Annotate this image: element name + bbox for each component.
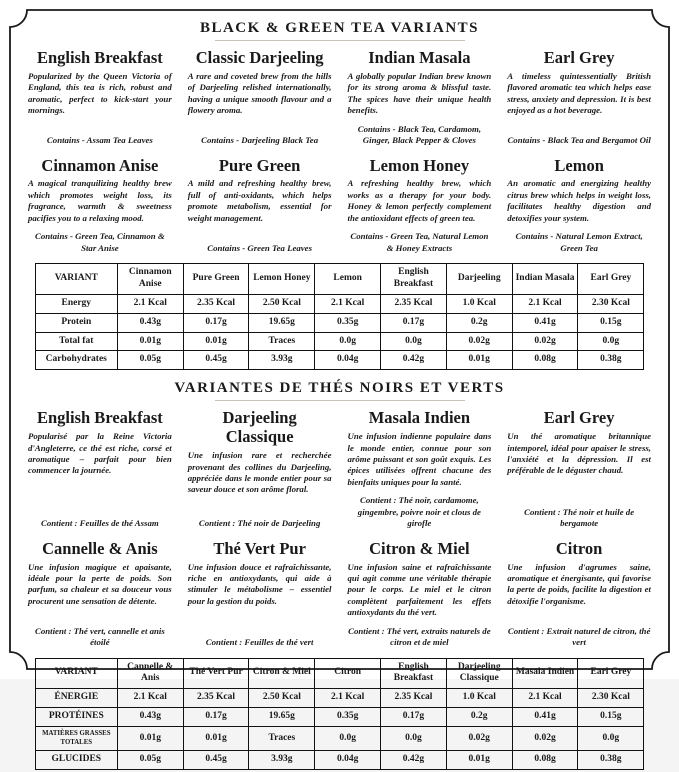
tea-card bbox=[28, 538, 172, 649]
tea-description: Un thé aromatique britannique intemporel, idéal pour apaiser le stress, l'anxiété et la dépression. Il est préférable de le déguster chaud. bbox=[507, 431, 651, 476]
table-row bbox=[35, 332, 644, 351]
nutrition-value: 0.01g bbox=[117, 332, 183, 351]
tea-card bbox=[28, 155, 172, 255]
tea-card bbox=[188, 407, 332, 529]
tea-name: Earl Grey bbox=[543, 408, 615, 428]
table-header-cell: Earl Grey bbox=[578, 658, 644, 689]
row-label: ÉNERGIE bbox=[35, 689, 117, 708]
nutrition-value: 0.02g bbox=[512, 727, 578, 751]
row-label: GLUCIDES bbox=[35, 750, 117, 769]
tea-name: English Breakfast bbox=[36, 408, 163, 428]
table-header-cell: Masala Indien bbox=[512, 658, 578, 689]
nutrition-value: 0.45g bbox=[183, 351, 249, 370]
row-label: Energy bbox=[35, 294, 117, 313]
nutrition-value: 0.0g bbox=[381, 727, 447, 751]
nutrition-value: 2.1 Kcal bbox=[512, 689, 578, 708]
nutrition-value: 0.02g bbox=[446, 332, 512, 351]
section-title: BLACK & GREEN TEA VARIANTS bbox=[199, 20, 480, 36]
tea-description: Une infusion douce et rafraîchissante, riche en antioxydants, qui aide à stimuler le métabolisme – essentiel pour la gestion du poids. bbox=[187, 561, 332, 606]
tea-description: Popularisé par la Reine Victoria d'Angleterre, ce thé est riche, corsé et aromatique – parfait pour bien commencer la journée. bbox=[28, 431, 172, 476]
nutrition-value: 0.01g bbox=[117, 727, 183, 751]
tea-name: Thé Vert Pur bbox=[213, 538, 306, 558]
nutrition-value: Traces bbox=[249, 727, 315, 751]
tea-contains: Contient : Thé noir et huile de bergamote bbox=[524, 506, 635, 529]
nutrition-value: 0.0g bbox=[381, 332, 447, 351]
table-header-cell: Earl Grey bbox=[578, 264, 644, 295]
nutrition-value: 0.17g bbox=[381, 708, 447, 727]
table-header-cell: English Breakfast bbox=[381, 658, 447, 689]
nutrition-value: 0.43g bbox=[117, 313, 183, 332]
nutrition-value: 0.08g bbox=[512, 750, 578, 769]
row-label: MATIÈRES GRASSES TOTALES bbox=[35, 727, 117, 751]
tea-name: Classic Darjeeling bbox=[195, 48, 324, 67]
nutrition-value: 0.42g bbox=[381, 750, 447, 769]
tea-description: A magical tranquilizing healthy brew which promotes weight loss, its fragrance, warmth & sweetness pacifies you to a relaxing mood. bbox=[28, 178, 172, 223]
nutrition-value: 0.2g bbox=[446, 313, 512, 332]
tea-card bbox=[188, 47, 332, 147]
table-row bbox=[35, 689, 644, 708]
nutrition-value: 2.50 Kcal bbox=[249, 689, 315, 708]
nutrition-value: 0.17g bbox=[183, 708, 249, 727]
tea-description: Une infusion indienne populaire dans le monde entier, connue pour son arôme puissant et son goût exquis. Les épices utilisées offrent chacune des bienfaits uniques pour la santé. bbox=[347, 431, 492, 487]
row-label: PROTÉINES bbox=[35, 708, 117, 727]
nutrition-value: 0.05g bbox=[117, 750, 183, 769]
tea-contains: Contains - Natural Lemon Extract, Green Tea bbox=[515, 231, 643, 253]
tea-contains: Contient : Extrait naturel de citron, thé vert bbox=[507, 625, 651, 648]
nutrition-value: 2.1 Kcal bbox=[315, 294, 381, 313]
nutrition-value: 2.50 Kcal bbox=[249, 294, 315, 313]
tea-description: Popularized by the Queen Victoria of England, this tea is rich, robust and aromatic, perfect to kick-start your mornings. bbox=[28, 70, 172, 116]
table-row bbox=[35, 351, 644, 370]
nutrition-value: 0.0g bbox=[578, 332, 644, 351]
nutrition-value: 2.35 Kcal bbox=[381, 689, 447, 708]
nutrition-value: 2.30 Kcal bbox=[578, 689, 644, 708]
table-header-cell: Lemon bbox=[315, 264, 381, 295]
table-header-cell: Cannelle & Anis bbox=[117, 658, 183, 689]
english-section bbox=[22, 14, 657, 372]
title-underline bbox=[215, 40, 465, 41]
row-label: Total fat bbox=[35, 332, 117, 351]
tea-card bbox=[188, 538, 332, 649]
table-header-cell: Cinnamon Anise bbox=[117, 264, 183, 295]
tea-contains: Contient : Thé vert, cannelle et anis étoilé bbox=[35, 625, 165, 648]
nutrition-value: 0.01g bbox=[446, 750, 512, 769]
tea-name: Masala Indien bbox=[368, 408, 471, 428]
nutrition-table bbox=[35, 263, 645, 370]
nutrition-value: 0.38g bbox=[578, 351, 644, 370]
tea-contains: Contains - Assam Tea Leaves bbox=[46, 135, 153, 146]
tea-card-grid bbox=[22, 43, 657, 256]
tea-description: Une infusion d'agrumes saine, aromatique et énergisante, qui favorise la perte de poids, facilite la digestion et détoxifie l'organisme. bbox=[507, 561, 651, 606]
table-row bbox=[35, 727, 644, 751]
table-row bbox=[35, 750, 644, 769]
table-header-row bbox=[35, 658, 644, 689]
table-header-cell: Darjeeling Classique bbox=[446, 658, 512, 689]
nutrition-value: 0.05g bbox=[117, 351, 183, 370]
tea-contains: Contient : Thé noir, cardamome, gingembre, poivre noir et clous de girofle bbox=[357, 495, 481, 529]
tea-card bbox=[28, 47, 172, 147]
table-header-cell: Indian Masala bbox=[512, 264, 578, 295]
table-header-cell: Thé Vert Pur bbox=[183, 658, 249, 689]
tea-card bbox=[507, 407, 651, 529]
tea-contains: Contient : Feuilles de thé Assam bbox=[41, 518, 159, 529]
table-header-cell: VARIANT bbox=[35, 658, 117, 689]
nutrition-value: 0.08g bbox=[512, 351, 578, 370]
nutrition-value: 0.41g bbox=[512, 313, 578, 332]
tea-name: Citron bbox=[555, 538, 603, 558]
tea-card bbox=[188, 155, 332, 255]
nutrition-value: 1.0 Kcal bbox=[446, 689, 512, 708]
tea-contains: Contains - Black Tea, Cardamom, Ginger, Black Pepper & Cloves bbox=[357, 123, 482, 146]
nutrition-value: 0.01g bbox=[183, 332, 249, 351]
nutrition-value: 3.93g bbox=[249, 750, 315, 769]
nutrition-table bbox=[35, 658, 645, 770]
tea-card bbox=[507, 155, 651, 255]
tea-card bbox=[507, 47, 651, 147]
french-section bbox=[22, 374, 657, 772]
tea-description: A timeless quintessentially British flavored aromatic tea which helps ease stress, anxiety and depression. It is best enjoyed as a hot beverage. bbox=[507, 70, 651, 116]
tea-contains: Contains - Green Tea Leaves bbox=[207, 242, 312, 253]
table-row bbox=[35, 313, 644, 332]
tea-description: Une infusion rare et recherchée provenant des collines du Darjeeling, appréciée dans le monde entier pour sa saveur douce et son arôme floral. bbox=[187, 450, 332, 495]
tea-contains: Contains - Green Tea, Cinnamon & Star Anise bbox=[35, 231, 165, 253]
nutrition-value: 2.1 Kcal bbox=[512, 294, 578, 313]
table-header-cell: Pure Green bbox=[183, 264, 249, 295]
nutrition-value: 1.0 Kcal bbox=[446, 294, 512, 313]
table-row bbox=[35, 294, 644, 313]
nutrition-value: 0.35g bbox=[315, 313, 381, 332]
tea-contains: Contains - Black Tea and Bergamot Oil bbox=[507, 135, 651, 146]
nutrition-value: 0.15g bbox=[578, 708, 644, 727]
section-title: VARIANTES DE THÉS NOIRS ET VERTS bbox=[174, 380, 505, 397]
nutrition-value: 2.30 Kcal bbox=[578, 294, 644, 313]
tea-name: Lemon bbox=[554, 155, 604, 175]
tea-description: An aromatic and energizing healthy citrus brew which helps in weight loss, facilitates healthy digestion and detoxifies your system. bbox=[507, 178, 651, 223]
nutrition-value: 0.17g bbox=[183, 313, 249, 332]
row-label: Carbohydrates bbox=[35, 351, 117, 370]
nutrition-value: 0.42g bbox=[381, 351, 447, 370]
table-header-cell: Citron & Miel bbox=[249, 658, 315, 689]
table-header-row bbox=[35, 264, 644, 295]
table-header-cell: VARIANT bbox=[35, 264, 117, 295]
nutrition-value: 2.35 Kcal bbox=[183, 689, 249, 708]
nutrition-value: 2.35 Kcal bbox=[183, 294, 249, 313]
tea-description: A mild and refreshing healthy brew, full of anti-oxidants, which helps promote metabolism, essential for weight management. bbox=[187, 178, 332, 223]
tea-name: English Breakfast bbox=[36, 48, 163, 67]
tea-name: Pure Green bbox=[218, 155, 301, 175]
tea-description: Une infusion saine et rafraîchissante qui agit comme une véritable thérapie pour le corps. Le miel et le citron complètent parfaitement les effets antioxydants du thé vert. bbox=[347, 561, 492, 618]
nutrition-value: 0.02g bbox=[512, 332, 578, 351]
nutrition-value: 0.17g bbox=[381, 313, 447, 332]
tea-card-grid bbox=[22, 403, 657, 650]
table-row bbox=[35, 708, 644, 727]
nutrition-value: 0.43g bbox=[117, 708, 183, 727]
sheet-content bbox=[22, 14, 657, 764]
tea-description: A rare and coveted brew from the hills of Darjeeling relished internationally, having a unique smooth flavour and a flowery aroma. bbox=[187, 70, 332, 116]
nutrition-value: 0.01g bbox=[183, 727, 249, 751]
tea-name: Cannelle & Anis bbox=[42, 538, 158, 558]
nutrition-value: 0.02g bbox=[446, 727, 512, 751]
nutrition-value: 0.45g bbox=[183, 750, 249, 769]
nutrition-value: 0.2g bbox=[446, 708, 512, 727]
nutrition-value: Traces bbox=[249, 332, 315, 351]
tea-name: Citron & Miel bbox=[369, 538, 470, 558]
tea-contains: Contient : Thé noir de Darjeeling bbox=[198, 518, 321, 529]
tea-name: Cinnamon Anise bbox=[41, 155, 159, 175]
nutrition-value: 0.0g bbox=[315, 332, 381, 351]
nutrition-value: 0.41g bbox=[512, 708, 578, 727]
table-header-cell: Citron bbox=[315, 658, 381, 689]
tea-card bbox=[348, 47, 492, 147]
tea-description: Une infusion magique et apaisante, idéale pour la perte de poids. Son parfum, sa chaleur et sa douceur vous procurent une sensation de détente. bbox=[28, 561, 172, 606]
nutrition-value: 0.04g bbox=[315, 351, 381, 370]
nutrition-value: 0.38g bbox=[578, 750, 644, 769]
tea-contains: Contient : Thé vert, extraits naturels de citron et de miel bbox=[348, 625, 491, 648]
nutrition-value: 3.93g bbox=[249, 351, 315, 370]
table-header-cell: Darjeeling bbox=[446, 264, 512, 295]
tea-description: A refreshing healthy brew, which works as a therapy for your body. Honey & lemon perfectly complement the antioxidant effects of green tea. bbox=[347, 178, 492, 223]
nutrition-value: 0.15g bbox=[578, 313, 644, 332]
tea-card bbox=[28, 407, 172, 529]
table-header-cell: Lemon Honey bbox=[249, 264, 315, 295]
tea-card bbox=[507, 538, 651, 649]
nutrition-value: 2.35 Kcal bbox=[381, 294, 447, 313]
table-header-cell: English Breakfast bbox=[381, 264, 447, 295]
tea-card bbox=[348, 538, 492, 649]
tea-contains: Contains - Green Tea, Natural Lemon & Honey Extracts bbox=[350, 231, 489, 253]
nutrition-value: 2.1 Kcal bbox=[315, 689, 381, 708]
tea-card bbox=[348, 155, 492, 255]
nutrition-value: 19.65g bbox=[249, 708, 315, 727]
row-label: Protein bbox=[35, 313, 117, 332]
tea-name: Earl Grey bbox=[543, 48, 615, 67]
tea-contains: Contains - Darjeeling Black Tea bbox=[201, 135, 319, 146]
nutrition-value: 2.1 Kcal bbox=[117, 294, 183, 313]
nutrition-value: 19.65g bbox=[249, 313, 315, 332]
nutrition-value: 2.1 Kcal bbox=[117, 689, 183, 708]
nutrition-value: 0.0g bbox=[315, 727, 381, 751]
tea-contains: Contient : Feuilles de thé vert bbox=[205, 637, 314, 648]
tea-description: A globally popular Indian brew known for its strong aroma & blissful taste. The spices have their unique health benefits. bbox=[347, 70, 492, 116]
nutrition-value: 0.01g bbox=[446, 351, 512, 370]
nutrition-value: 0.04g bbox=[315, 750, 381, 769]
nutrition-value: 0.0g bbox=[578, 727, 644, 751]
tea-name: Indian Masala bbox=[368, 48, 471, 67]
tea-name: Darjeeling Classique bbox=[222, 408, 297, 447]
nutrition-value: 0.35g bbox=[315, 708, 381, 727]
tea-name: Lemon Honey bbox=[369, 155, 470, 175]
tea-card bbox=[348, 407, 492, 529]
title-underline bbox=[215, 400, 465, 401]
